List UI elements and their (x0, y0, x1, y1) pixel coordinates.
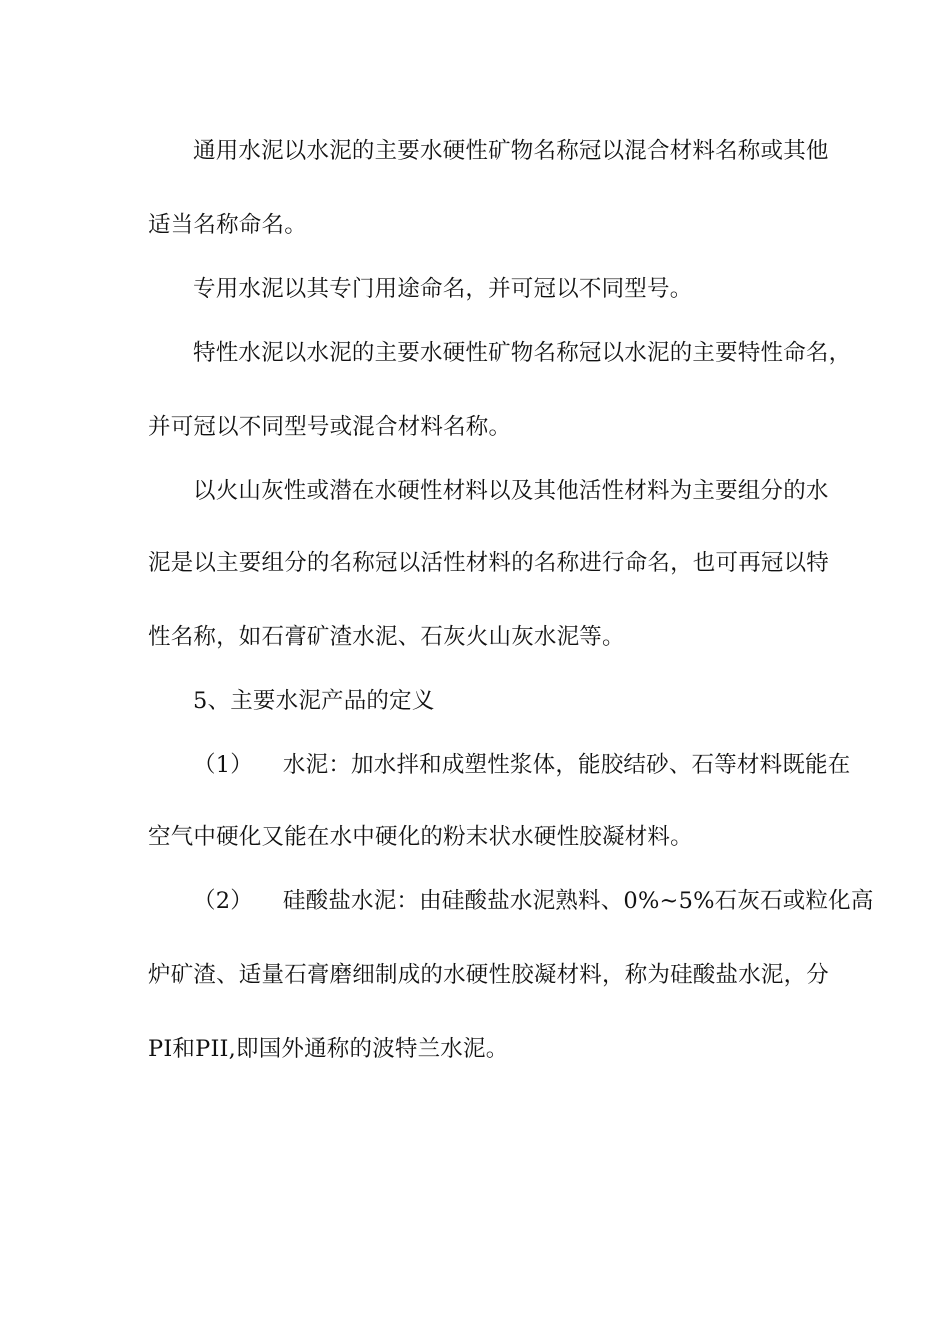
paragraph-3-line-1: 特性水泥以水泥的主要水硬性矿物名称冠以水泥的主要特性命名， (193, 340, 852, 366)
item-1-number: （1） (193, 752, 253, 778)
paragraph-4-line-2: 泥是以主要组分的名称冠以活性材料的名称进行命名，也可再冠以特 (148, 550, 830, 576)
section-heading-5: 5、主要水泥产品的定义 (193, 688, 435, 714)
paragraph-3-line-2: 并可冠以不同型号或混合材料名称。 (148, 414, 512, 440)
item-2-line-3: PI和PII,即国外通称的波特兰水泥。 (148, 1036, 509, 1062)
paragraph-4-line-1: 以火山灰性或潜在水硬性材料以及其他活性材料为主要组分的水 (193, 478, 829, 504)
paragraph-4-line-3: 性名称，如石膏矿渣水泥、石灰火山灰水泥等。 (148, 624, 625, 650)
item-2-text: 硅酸盐水泥：由硅酸盐水泥熟料、0%~5%石灰石或粒化高 (282, 888, 874, 914)
item-1-line-1 (193, 750, 893, 780)
paragraph-1-line-2: 适当名称命名。 (148, 212, 307, 238)
paragraph-2-line-1: 专用水泥以其专门用途命名，并可冠以不同型号。 (193, 276, 693, 302)
item-2-line-2: 炉矿渣、适量石膏磨细制成的水硬性胶凝材料，称为硅酸盐水泥，分 (148, 962, 830, 988)
item-2-number: （2） (193, 888, 253, 914)
item-1-line-2: 空气中硬化又能在水中硬化的粉末状水硬性胶凝材料。 (148, 824, 693, 850)
item-2-line-1 (193, 886, 893, 916)
paragraph-1-line-1: 通用水泥以水泥的主要水硬性矿物名称冠以混合材料名称或其他 (193, 138, 829, 164)
item-1-text: 水泥：加水拌和成塑性浆体，能胶结砂、石等材料既能在 (282, 752, 851, 778)
